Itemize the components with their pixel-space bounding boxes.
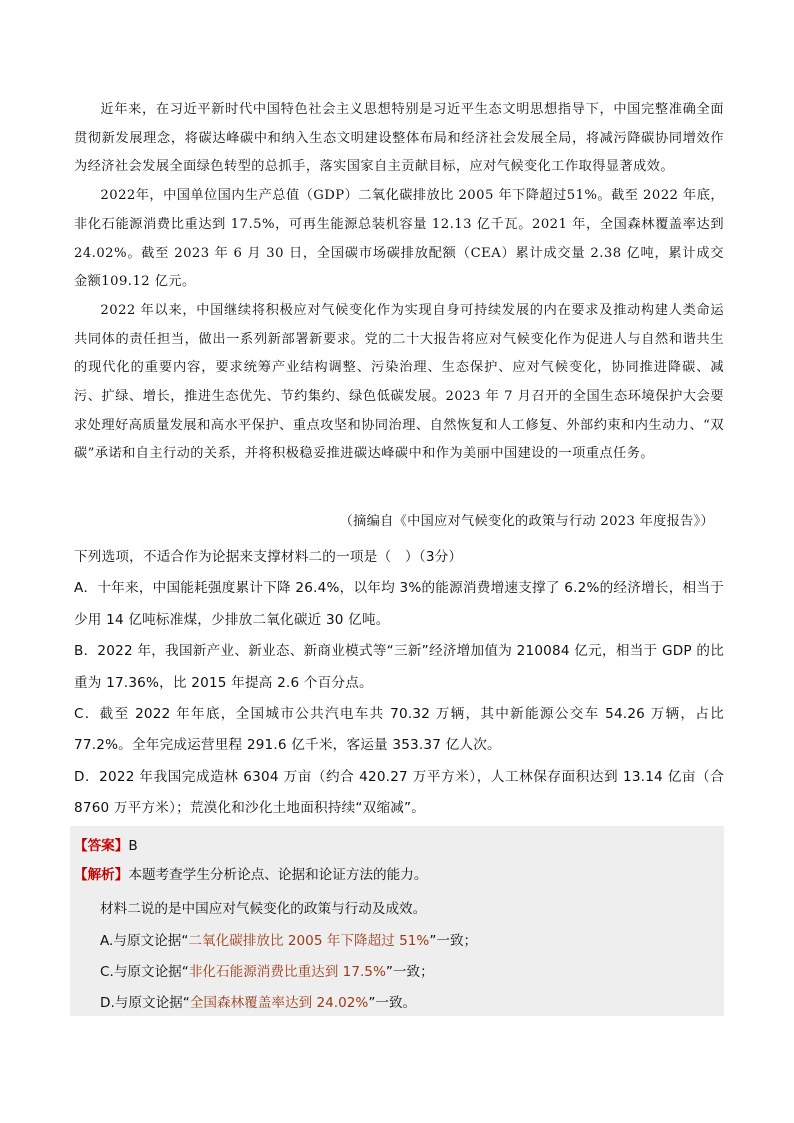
passage-paragraph: 2022 年以来，中国继续将积极应对气候变化作为实现自身可持续发展的内在要求及推动构建人类命运共同体的责任担当，做出一系列新部署新要求。党的二十大报告将应对气候变化作为促进人与自然和谐共生的现代化的重要内容，要求统筹产业结构调整、污染治理、生态保护、应对气候变化，协同推进降碳、减污、扩绿、增长，推进生态优先、节约集约、绿色低碳发展。2023 年 7 月召开的全国生态环境保护大会要求处理好高质量发展和高水平保护、重点攻坚和协同治理、自然恢复和人工修复、外部约束和内生动力、“双碳”承诺和自主行动的关系，并将积极稳妥推进碳达峰碳中和作为美丽中国建设的一项重点任务。 bbox=[74, 302, 724, 462]
point-quote: 二氧化碳排放比 2005 年下降超过 51% bbox=[188, 933, 430, 949]
question-stem: 下列选项，不适合作为论据来支撑材料二的一项是（ ）（3分） bbox=[74, 549, 463, 565]
analysis-text: 本题考查学生分析论点、论据和论证方法的能力。 bbox=[128, 867, 428, 883]
analysis-point-a bbox=[100, 929, 477, 949]
answer-analysis-box bbox=[70, 826, 724, 1016]
point-prefix: C.与原文论据“ bbox=[100, 964, 189, 980]
answer-value: B bbox=[128, 838, 138, 854]
answer-line bbox=[74, 834, 138, 854]
answer-tag: 【答案】 bbox=[74, 838, 129, 854]
option-a: A．十年来，中国能耗强度累计下降 26.4%，以年均 3%的能源消费增速支撑了 6.2%的经济增长，相当于少用 14 亿吨标准煤，少排放二氧化碳近 30 亿吨。 bbox=[74, 580, 724, 628]
point-prefix: A.与原文论据“ bbox=[100, 933, 189, 949]
analysis-line bbox=[74, 863, 427, 883]
passage-paragraph: 近年来，在习近平新时代中国特色社会主义思想特别是习近平生态文明思想指导下，中国完整准确全面贯彻新发展理念，将碳达峰碳中和纳入生态文明建设整体布局和经济社会发展全局，将减污降碳协同增效作为经济社会发展全面绿色转型的总抓手，落实国家自主贡献目标，应对气候变化工作取得显著成效。 bbox=[74, 102, 724, 175]
option-b: B．2022 年，我国新产业、新业态、新商业模式等“三新”经济增加值为 210084 亿元，相当于 GDP 的比重为 17.36%，比 2015 年提高 2.6 个百分点。 bbox=[74, 643, 724, 691]
point-suffix: ”一致； bbox=[429, 933, 478, 949]
question-block bbox=[74, 542, 724, 825]
passage-source: （摘编自《中国应对气候变化的政策与行动 2023 年度报告》） bbox=[339, 514, 714, 529]
point-suffix: ”一致； bbox=[385, 964, 434, 980]
option-c: C．截至 2022 年年底，全国城市公共汽电车共 70.32 万辆，其中新能源公交车 54.26 万辆，占比 77.2%。全年完成运营里程 291.6 亿千米，客运量 353.37 亿人次。 bbox=[74, 706, 724, 754]
point-prefix: D.与原文论据“ bbox=[100, 995, 190, 1011]
analysis-summary: 材料二说的是中国应对气候变化的政策与行动及成效。 bbox=[100, 901, 427, 917]
passage-paragraph: 2022年，中国单位国内生产总值（GDP）二氧化碳排放比 2005 年下降超过51%。截至 2022 年底，非化石能源消费比重达到 17.5%，可再生能源总装机容量 12.13 亿千瓦。2021 年，全国森林覆盖率达到24.02%。截至 2023 年 6 月 30 日，全国碳市场碳排放配额（CEA）累计成交量 2.38 亿吨，累计成交金额109.12 亿元。 bbox=[74, 188, 724, 290]
analysis-point-d bbox=[100, 991, 416, 1011]
point-quote: 非化石能源消费比重达到 17.5% bbox=[188, 964, 386, 980]
analysis-point-c bbox=[100, 960, 434, 980]
point-suffix: ”一致。 bbox=[368, 995, 417, 1011]
analysis-tag: 【解析】 bbox=[74, 867, 129, 883]
material-two-passage bbox=[74, 96, 724, 469]
option-d: D．2022 年我国完成造林 6304 万亩（约合 420.27 万平方米），人工林保存面积达到 13.14 亿亩（合 8760 万平方米）；荒漠化和沙化土地面积持续“双缩减”。 bbox=[74, 768, 724, 817]
point-quote: 全国森林覆盖率达到 24.02% bbox=[189, 995, 369, 1011]
